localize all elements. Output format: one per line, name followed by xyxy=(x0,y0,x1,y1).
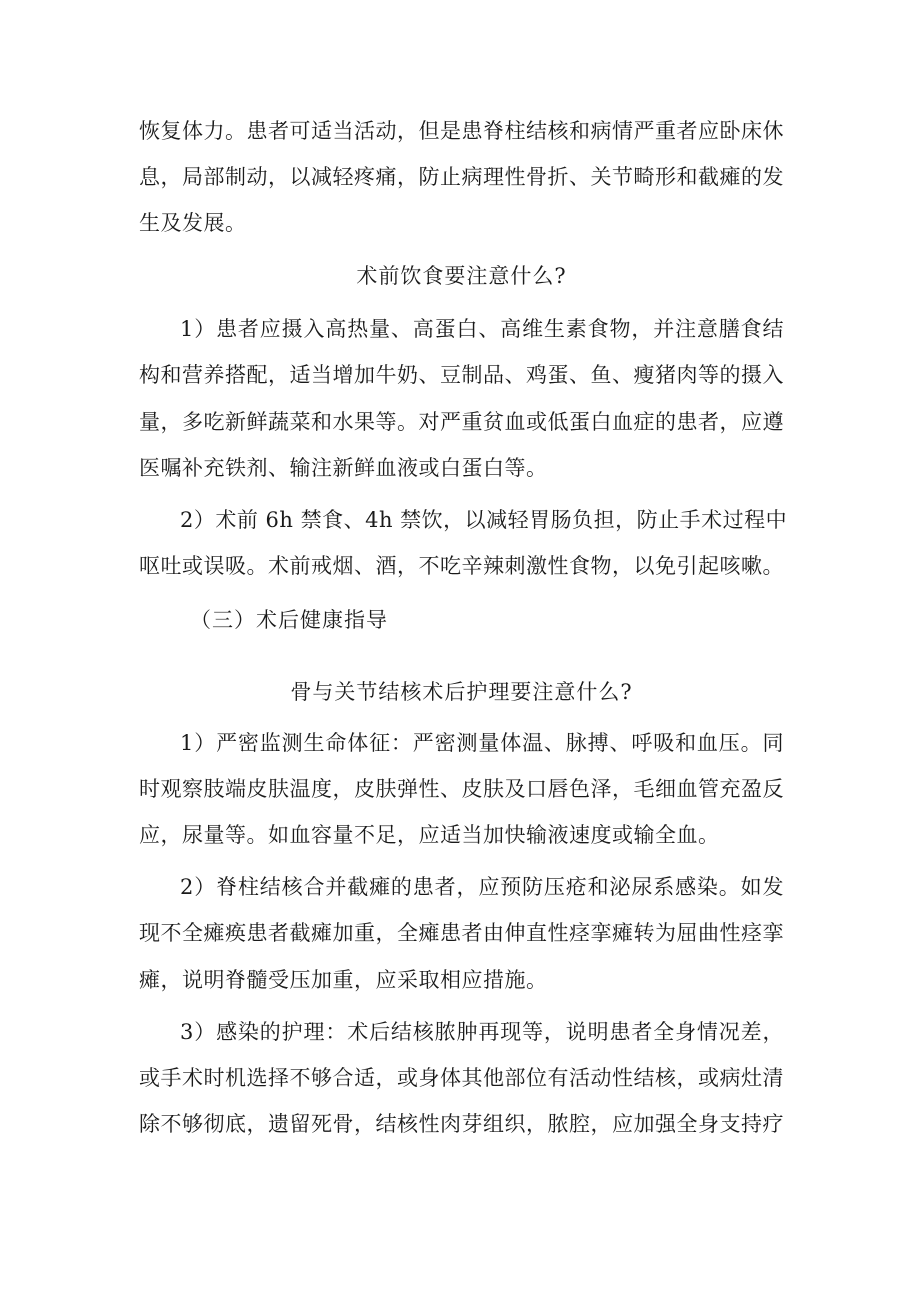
paragraph-line: 恢复体力。患者可适当活动，但是患脊柱结核和病情严重者应卧床休 xyxy=(139,119,784,143)
paragraph-line: 构和营养搭配，适当增加牛奶、豆制品、鸡蛋、鱼、瘦猪肉等的摄入 xyxy=(139,363,784,387)
paragraph-line: 2）术前 6h 禁食、4h 禁饮，以减轻胃肠负担，防止手术过程中 xyxy=(180,508,788,532)
paragraph-line: 呕吐或误吸。术前戒烟、酒，不吃辛辣刺激性食物，以免引起咳嗽。 xyxy=(139,554,784,578)
paragraph-line: 1）患者应摄入高热量、高蛋白、高维生素食物，并注意膳食结 xyxy=(180,317,784,341)
paragraph-line: 或手术时机选择不够合适，或身体其他部位有活动性结核，或病灶清 xyxy=(139,1066,784,1090)
paragraph-line: 3）感染的护理：术后结核脓肿再现等，说明患者全身情况差， xyxy=(180,1020,784,1044)
paragraph-line: 息，局部制动，以减轻疼痛，防止病理性骨折、关节畸形和截瘫的发 xyxy=(139,165,784,189)
question-heading: 术前饮食要注意什么? xyxy=(356,264,567,288)
paragraph-line: 应，尿量等。如血容量不足，应适当加快输液速度或输全血。 xyxy=(139,823,720,847)
paragraph-line: 生及发展。 xyxy=(139,211,247,235)
paragraph-line: 医嘱补充铁剂、输注新鲜血液或白蛋白等。 xyxy=(139,456,548,480)
paragraph-line: 1）严密监测生命体征：严密测量体温、脉搏、呼吸和血压。同 xyxy=(180,731,784,755)
section-heading: （三）术后健康指导 xyxy=(190,608,388,632)
paragraph-line: 量，多吃新鲜蔬菜和水果等。对严重贫血或低蛋白血症的患者，应遵 xyxy=(139,410,784,434)
paragraph-line: 瘫，说明脊髓受压加重，应采取相应措施。 xyxy=(139,968,548,992)
paragraph-line: 2）脊柱结核合并截瘫的患者，应预防压疮和泌尿系感染。如发 xyxy=(180,875,784,899)
paragraph-line: 除不够彻底，遗留死骨，结核性肉芽组织，脓腔，应加强全身支持疗 xyxy=(139,1112,784,1136)
question-heading: 骨与关节结核术后护理要注意什么? xyxy=(290,680,633,704)
paragraph-line: 时观察肢端皮肤温度，皮肤弹性、皮肤及口唇色泽，毛细血管充盈反 xyxy=(139,777,784,801)
paragraph-line: 现不全瘫痪患者截瘫加重，全瘫患者由伸直性痉挛瘫转为屈曲性痉挛 xyxy=(139,921,784,945)
